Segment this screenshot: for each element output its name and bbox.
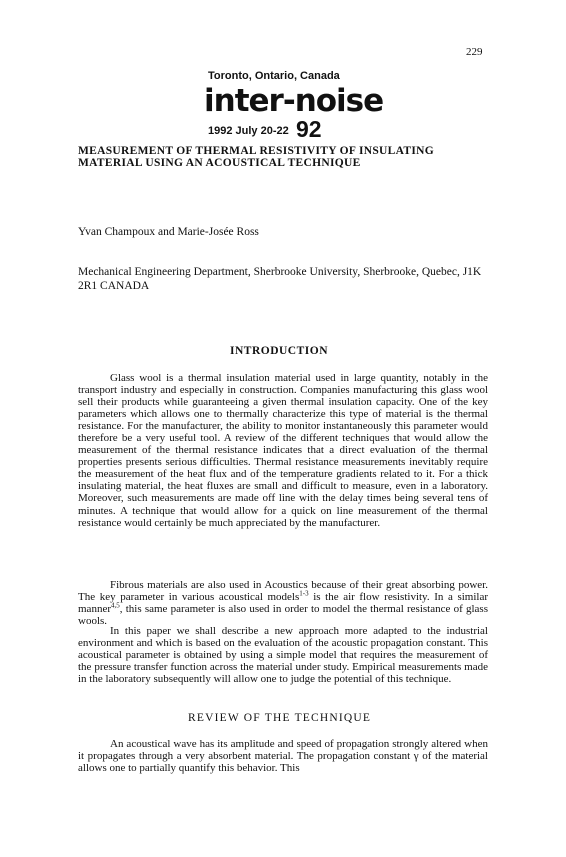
intro-paragraph-2-text-b: is the air flow resistivity. In a similar manner — [78, 591, 488, 616]
page-number: 229 — [466, 46, 483, 58]
intro-paragraph-2 — [78, 579, 488, 627]
section-heading-introduction: INTRODUCTION — [230, 345, 329, 357]
authors: Yvan Champoux and Marie-Josée Ross — [78, 226, 259, 238]
citation-superscript: 1-3 — [299, 589, 309, 598]
intro-paragraph-2-text-a: Fibrous materials are also used in Acoustics because of their great absorbing power. The key parameter in various acoustical models — [78, 579, 488, 604]
intro-paragraph-1: Glass wool is a thermal insulation material used in large quantity, notably in the transport industry and especially in construction. Companies manufacturing this glass wool sell their products while guaranteeing a given thermal insulation capacity. One of the key parameters which allows one to thermally characterize this type of material is the thermal resistance. For the manufacturer, the ability to monitor instantaneously this parameter would therefore be a very useful tool. A review of the different techniques that would allow the measurement of the thermal resistance indicates that a direct evaluation of the thermal properties presents serious difficulties. Thermal resistance measurements inevitably require the measurement of the heat flux and of the temperature gradients related to it. For a thick insulating material, the heat fluxes are small and difficult to measure, even in a laboratory. Moreover, such measurements are made off line with the delay times being several tens of minutes. A technique that would allow for a quick on line measurement of the thermal resistance would certainly be much appreciated by the manufacturer. — [78, 372, 488, 529]
conference-logo: inter-noise — [204, 83, 384, 119]
conference-date: 1992 July 20-22 — [208, 125, 289, 137]
conference-year: 92 — [296, 116, 322, 142]
review-paragraph-1: An acoustical wave has its amplitude and speed of propagation strongly altered when it propagates through a very absorbent material. The propagation constant γ of the material allows one to partially quantify this behavior. This — [78, 738, 488, 775]
section-heading-review: REVIEW OF THE TECHNIQUE — [188, 712, 372, 724]
intro-paragraph-3: In this paper we shall describe a new approach more adapted to the industrial environment and which is based on the evaluation of the acoustic propagation constant. This acoustical parameter is obtained by using a simple model that requires the measurement of the pressure transfer function across the material under study. Empirical measurements made in the laboratory subsequently will allow one to judge the potential of this technique. — [78, 625, 488, 686]
affiliation: Mechanical Engineering Department, Sherbrooke University, Sherbrooke, Quebec, J1K 2R1 CANADA — [78, 266, 482, 292]
citation-superscript: 4,5 — [110, 601, 120, 610]
paper-title: MEASUREMENT OF THERMAL RESISTIVITY OF INSULATING MATERIAL USING AN ACOUSTICAL TECHNIQUE — [78, 145, 434, 169]
intro-paragraph-2-text-c: , this same parameter is also used in order to model the thermal resistance of glass wools. — [78, 603, 488, 628]
conference-location: Toronto, Ontario, Canada — [208, 70, 340, 82]
